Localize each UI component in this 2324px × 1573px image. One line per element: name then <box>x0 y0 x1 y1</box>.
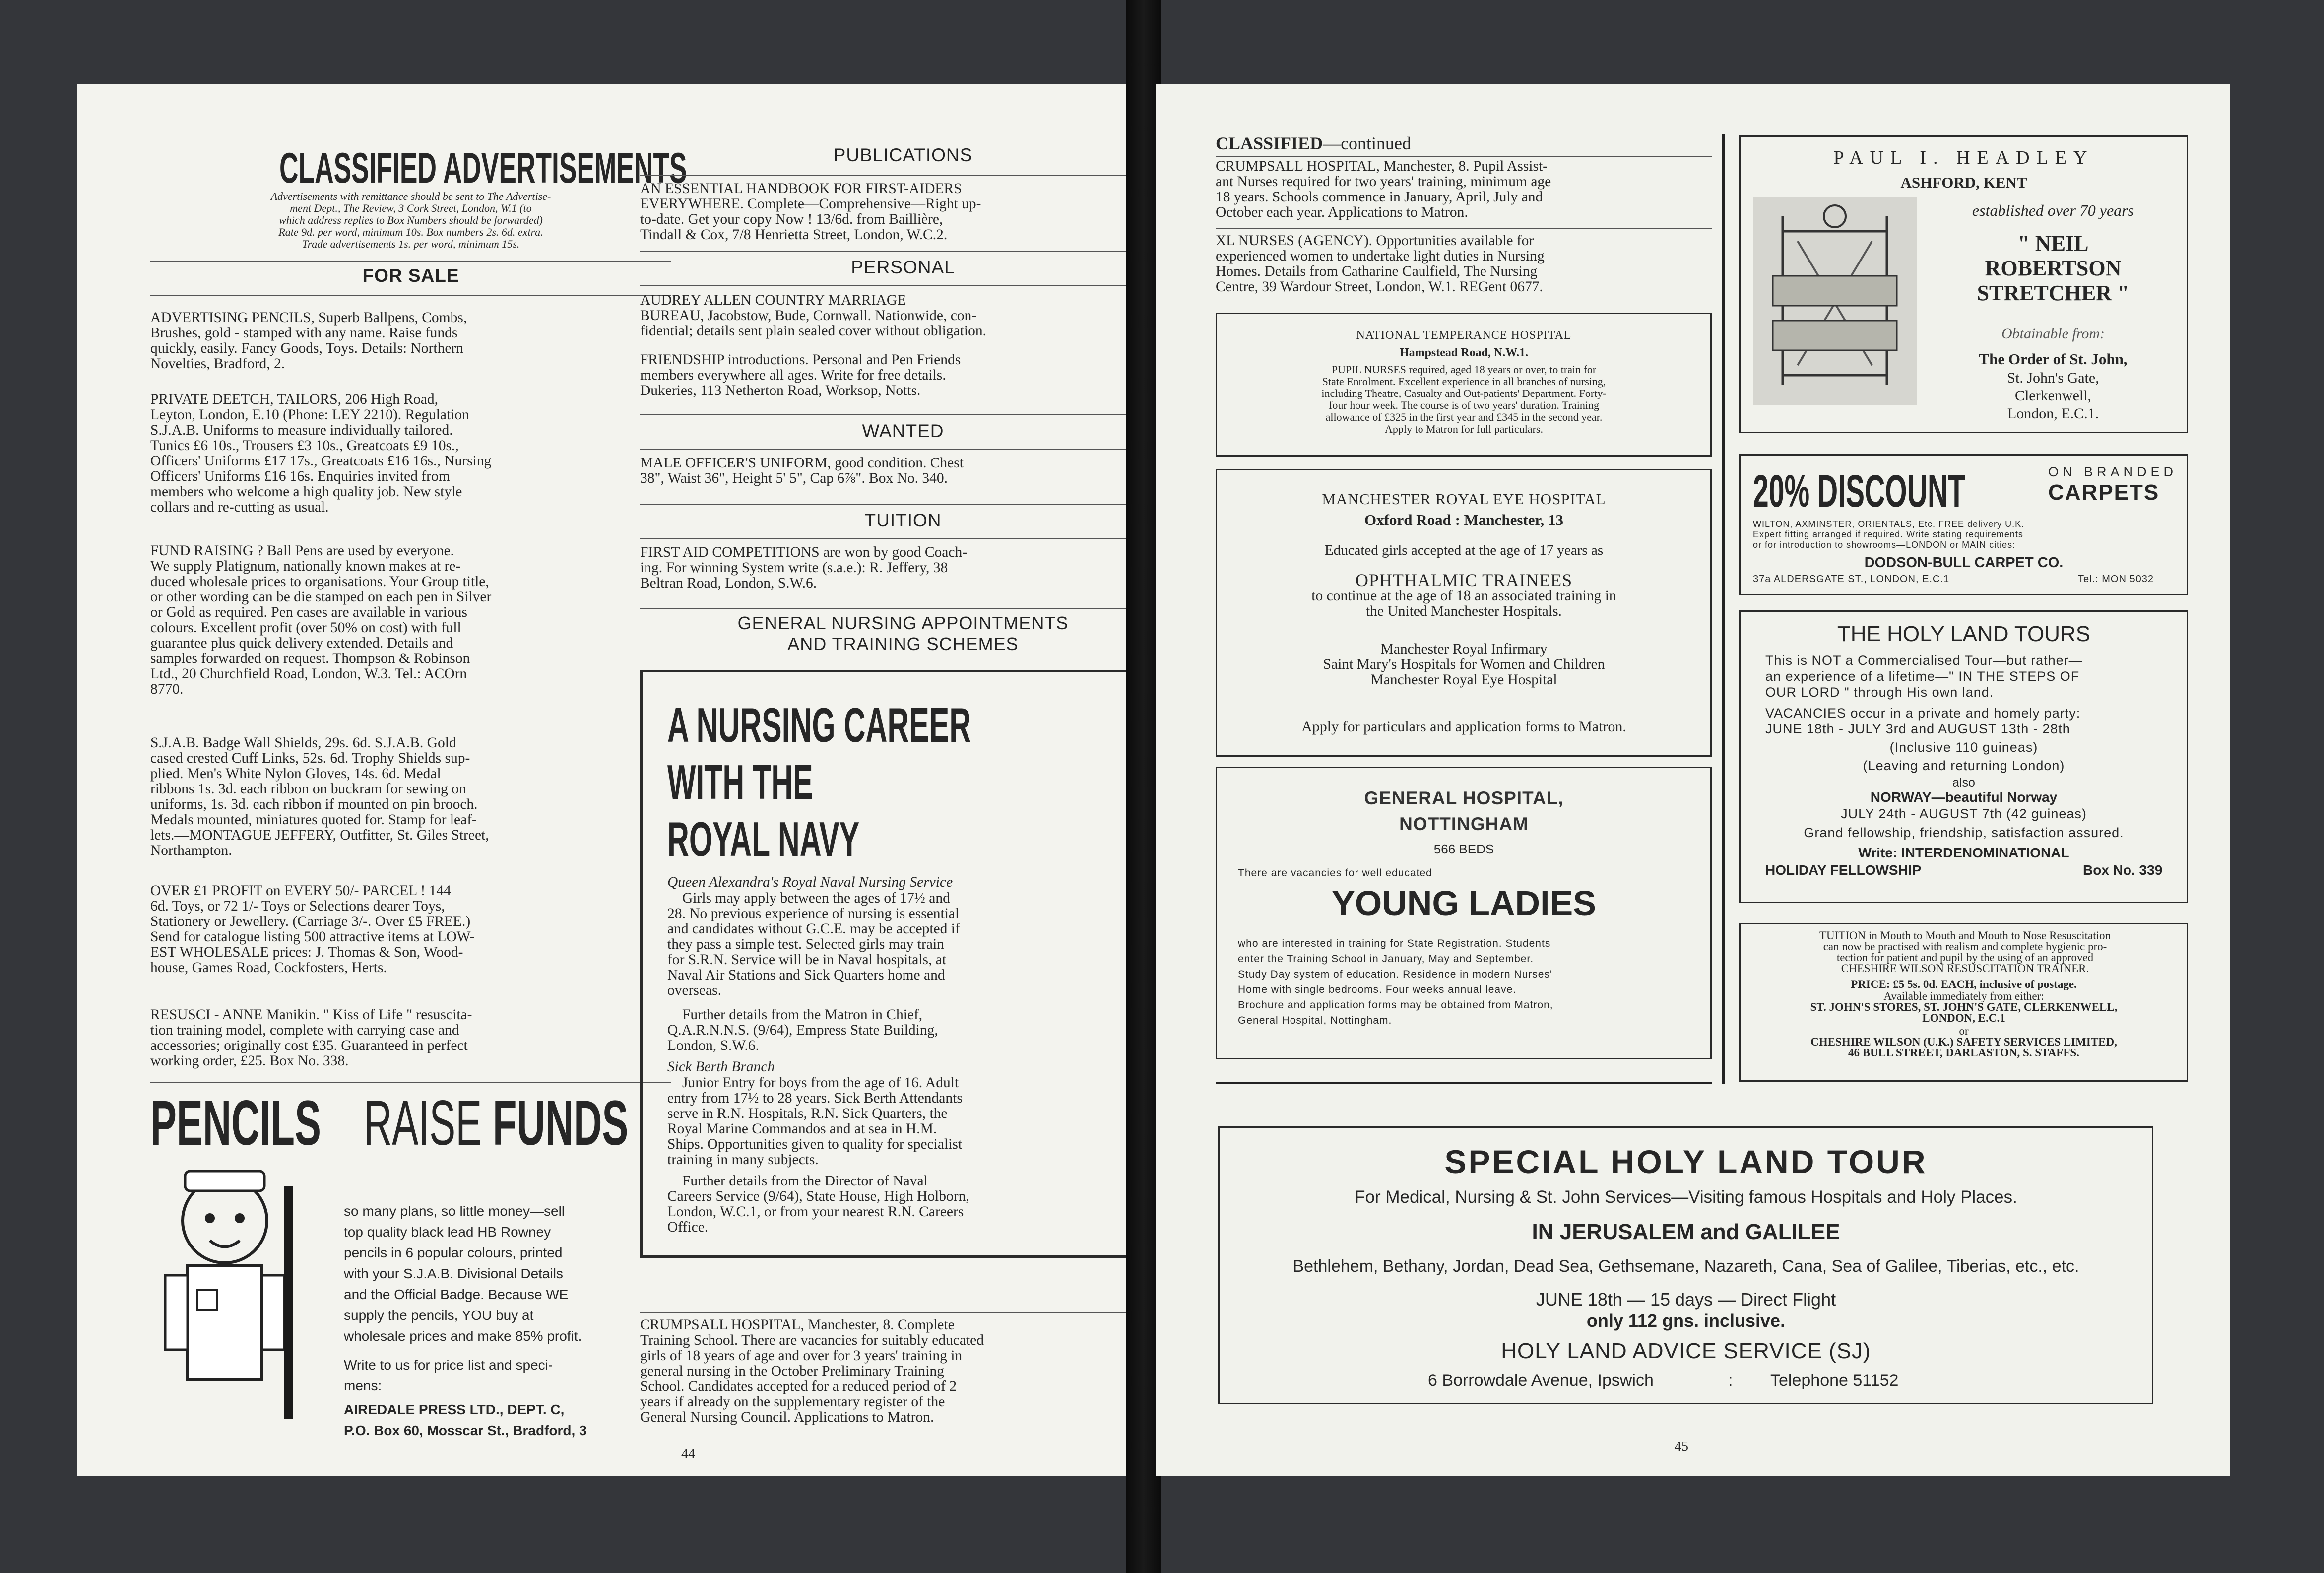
pencil-graphic <box>284 1186 293 1419</box>
carpets-discount-ad <box>1739 454 2188 595</box>
classified-title: CLASSIFIED ADVERTISEMENTS <box>279 144 687 192</box>
tours-vacancies: VACANCIES occur in a private and homely party: JUNE 18th - JULY 3rd and AUGUST 13th - 28th <box>1765 706 2081 736</box>
trainer-body: TUITION in Mouth to Mouth and Mouth to Nose Resuscitation can now be practised with realism and complete hygienic pro- tection for patient and pupil by the using of an approved CHESHIRE WILSON RESUSCITATION TRAINER. <box>1819 929 2111 975</box>
ad-crumpsall-pupil: CRUMPSALL HOSPITAL, Manchester, 8. Pupil Assist- ant Nurses required for two years' training, minimum age 18 years. Schools commence in January, April, July and October each year. Applications to Matron. <box>1216 158 1551 220</box>
notts-body: who are interested in training for State Registration. Students enter the Training School in January, May and September. Study Day system of education. Residence in modern Nurses' Home with single bedrooms. Four weeks annual leave. Brochure and application forms may be obtained from Matron, General Hospital, Nottingham. <box>1238 938 1553 1026</box>
special-colon: : <box>1728 1371 1733 1390</box>
tours-leaving: (Leaving and returning London) <box>1863 758 2065 773</box>
pencils-ad <box>150 1088 676 1454</box>
eye-address: Oxford Road : Manchester, 13 <box>1364 511 1563 528</box>
eye-trainees: OPHTHALMIC TRAINEES <box>1355 570 1573 590</box>
publications-heading: PUBLICATIONS <box>833 145 973 165</box>
resuscitation-trainer-ad <box>1739 923 2188 1082</box>
manchester-eye-hospital-ad <box>1216 469 1712 757</box>
special-date: JUNE 18th — 15 days — Direct Flight <box>1536 1289 1836 1310</box>
ad-first-aid-competitions: FIRST AID COMPETITIONS are won by good Coach- ing. For winning System write (s.a.e.): R. Jeffery, 38 Beltran Road, London, S.W.6. <box>640 544 968 591</box>
ad-friendship: FRIENDSHIP introductions. Personal and Pen Friends members everywhere all ages. Write for free details. Dukeries, 113 Netherton Road, Worksop, Notts. <box>640 352 961 398</box>
discount-body: WILTON, AXMINSTER, ORIENTALS, Etc. FREE delivery U.K. Expert fitting arranged if required. Write stating requirements or for introduction to showrooms—LONDON or MAIN cities: <box>1753 519 2025 550</box>
pencils-body: so many plans, so little money—sell top quality black lead HB Rowney pencils in 6 popular colours, printed with your S.J.A.B. Divisional Details and the Official Badge. Because WE supply the pencils, YOU buy at wholesale prices and make 85% profit. <box>344 1203 582 1344</box>
special-subtitle: For Medical, Nursing & St. John Services—Visiting famous Hospitals and Holy Places. <box>1355 1187 2017 1207</box>
temperance-title: NATIONAL TEMPERANCE HOSPITAL <box>1356 329 1572 342</box>
special-jerusalem: IN JERUSALEM and GALILEE <box>1532 1220 1840 1244</box>
eye-title: MANCHESTER ROYAL EYE HOSPITAL <box>1322 490 1606 508</box>
headley-address: St. John's Gate, Clerkenwell, London, E.C.1. <box>2007 370 2099 422</box>
notts-beds: 566 BEDS <box>1433 842 1494 856</box>
ad-crumpsall-complete: CRUMPSALL HOSPITAL, Manchester, 8. Complete Training School. There are vacancies for suitably educated girls of 18 years of age and over for 3 years' training in general nursing in the October Preliminary Training School. Candidates accepted for a reduced period of 2 years if already on the supplementary register of the General Nursing Council. Applications to Matron. <box>640 1317 984 1425</box>
discount-telephone: Tel.: MON 5032 <box>2078 574 2154 585</box>
headley-name: PAUL I. HEADLEY <box>1833 147 2094 168</box>
ad-male-officer-uniform: MALE OFFICER'S UNIFORM, good condition. Chest 38", Waist 36", Height 5' 5", Cap 6⅞". Box No. 340. <box>640 455 964 486</box>
general-nursing-heading: GENERAL NURSING APPOINTMENTS AND TRAINING SCHEMES <box>737 613 1069 654</box>
special-holy-land-tour-ad <box>1218 1126 2153 1404</box>
special-advice-service: HOLY LAND ADVICE SERVICE (SJ) <box>1501 1339 1871 1363</box>
pencils-title-a: PENCILS <box>150 1088 321 1159</box>
pencils-write: Write to us for price list and speci- mens: <box>344 1357 553 1393</box>
headley-location: ASHFORD, KENT <box>1900 174 2027 191</box>
ad-xl-nurses: XL NURSES (AGENCY). Opportunities available for experienced women to undertake light duties in Nursing Homes. Details from Catharine Caulfield, The Nursing Centre, 39 Wardour Street, London, W.1. REGent 0677. <box>1216 233 1545 295</box>
tours-write: Write: INTERDENOMINATIONAL <box>1858 845 2069 860</box>
royal-navy-ad <box>640 670 1131 1258</box>
trainer-or: or <box>1959 1025 1969 1037</box>
navy-line3: ROYAL NAVY <box>667 812 860 866</box>
page-number-45: 45 <box>1675 1439 1688 1454</box>
temperance-hospital-ad <box>1216 313 1712 457</box>
navy-qarnns: Queen Alexandra's Royal Naval Nursing Service <box>667 874 953 890</box>
special-price: only 112 gns. inclusive. <box>1586 1311 1786 1331</box>
tours-norway: NORWAY—beautiful Norway <box>1870 789 2058 805</box>
discount-headline: 20% DISCOUNT <box>1753 466 1965 517</box>
special-places: Bethlehem, Bethany, Jordan, Dead Sea, Gethsemane, Nazareth, Cana, Sea of Galilee, Tiberias, etc., etc. <box>1292 1257 2079 1276</box>
pencils-title-b: RAISE <box>364 1088 482 1159</box>
tours-also: also <box>1952 776 1975 789</box>
pencils-title-c: FUNDS <box>493 1088 629 1159</box>
for-sale-heading: FOR SALE <box>362 265 459 286</box>
right-page <box>1156 84 2230 1476</box>
tours-title: THE HOLY LAND TOURS <box>1837 622 2091 646</box>
left-page-column-2 <box>640 84 1131 1476</box>
discount-company: DODSON-BULL CARPET CO. <box>1864 555 2064 571</box>
discount-on-branded: ON BRANDED <box>2048 464 2178 479</box>
headley-obtainable: Obtainable from: <box>2001 326 2105 342</box>
stretcher-name: " NEIL ROBERTSON STRETCHER " <box>1977 231 2130 305</box>
ad-marriage-bureau: AUDREY ALLEN COUNTRY MARRIAGE BUREAU, Jacobstow, Bude, Cornwall. Nationwide, con- fidential; details sent plain sealed cover without obligation. <box>640 292 986 339</box>
ad-over-profit: OVER £1 PROFIT on EVERY 50/- PARCEL ! 144 6d. Toys, or 72 1/- Toys or Selections dearer Toys, Stationery or Jewellery. (Carriage 3/-. Over £5 FREE.) Send for catalogue listing 500 attractive items at LOW- EST WHOLESALE prices: J. Thomas & Son, Wood- house, Games Road, Cockfosters, Herts. <box>150 883 475 976</box>
navy-para1: Girls may apply between the ages of 17½ and 28. No previous experience of nursing is essential and candidates without G.C.E. may be accepted if they pass a simple test. Selected girls may train for S.R.N. Service will be in Naval hospitals, at Naval Air Stations and Sick Quarters home and overseas. <box>667 890 960 998</box>
notts-title: GENERAL HOSPITAL, NOTTINGHAM <box>1364 788 1564 834</box>
temperance-address: Hampstead Road, N.W.1. <box>1399 346 1529 359</box>
classified-intro: Advertisements with remittance should be sent to The Advertise- ment Dept., The Review, 3 Cork Street, London, W.1 (to which address replies to Box Numbers should be forwarded) Rate 9d. per word, minimum 10s. Box numbers 2s. 6d. extra. Trade advertisements 1s. per word, minimum 15s. <box>270 190 551 250</box>
trainer-price: PRICE: £5 5s. 0d. EACH, inclusive of postage. <box>1851 978 2077 990</box>
discount-address: 37a ALDERSGATE ST., LONDON, E.C.1 <box>1753 574 1950 585</box>
ad-first-aid-handbook: AN ESSENTIAL HANDBOOK FOR FIRST-AIDERS EVERYWHERE. Complete—Comprehensive—Right up- to-date. Get your copy Now ! 13/6d. from Baillière, Tindall & Cox, 7/8 Henrietta Street, London, W.C.2. <box>640 181 981 243</box>
trainer-available: Available immediately from either: <box>1883 990 2044 1002</box>
personal-heading: PERSONAL <box>851 257 955 277</box>
left-page <box>77 84 1131 1476</box>
navy-para2: Further details from the Matron in Chief, Q.A.R.N.N.S. (9/64), Empress State Building, London, S.W.6. <box>667 1007 938 1053</box>
tours-july: JULY 24th - AUGUST 7th (42 guineas) <box>1841 806 2087 821</box>
tours-holiday-fellowship: HOLIDAY FELLOWSHIP <box>1765 862 1922 878</box>
nottingham-hospital-ad <box>1216 767 1712 1059</box>
ad-resusci-anne: RESUSCI - ANNE Manikin. " Kiss of Life " resuscita- tion training model, complete with carrying case and accessories; originally cost £35. Guaranteed in perfect working order, £25. Box No. 338. <box>150 1007 472 1069</box>
vertical-divider <box>1722 134 1725 1084</box>
discount-carpets: CARPETS <box>2048 480 2160 505</box>
navy-para4: Further details from the Director of Naval Careers Service (9/64), State House, High Holborn, London, W.C.1, or from your nearest R.N. Careers Office. <box>667 1173 969 1235</box>
eye-apply: Apply for particulars and application forms to Matron. <box>1301 719 1626 735</box>
tours-box-number: Box No. 339 <box>2083 862 2163 878</box>
eye-accepted: Educated girls accepted at the age of 17 years as <box>1324 542 1604 558</box>
trainer-cheshire: CHESHIRE WILSON (U.K.) SAFETY SERVICES LIMITED, 46 BULL STREET, DARLASTON, S. STAFFS. <box>1810 1036 2117 1059</box>
navy-line2: WITH THE <box>667 755 813 809</box>
tours-inclusive: (Inclusive 110 guineas) <box>1889 740 2038 755</box>
column-divider <box>1216 1082 1712 1084</box>
headley-established: established over 70 years <box>1972 201 2134 219</box>
tours-fellowship-line: Grand fellowship, friendship, satisfaction assured. <box>1804 825 2124 840</box>
page-number-44: 44 <box>681 1446 695 1462</box>
ad-sjab-badges: S.J.A.B. Badge Wall Shields, 29s. 6d. S.J.A.B. Gold cased crested Cuff Links, 52s. 6d. Trophy Shields sup- plied. Men's White Nylon Gloves, 14s. 6d. Medal ribbons 1s. 3d. each ribbon on buckram for sewing on uniforms, 1s. 3d. each ribbon if mounted on pin brooch. Medals mounted, miniatures quoted for. Stamp for leaf- lets.—MONTAGUE JEFFERY, Outfitter, St. Giles Street, Northampton. <box>150 735 489 858</box>
notts-vacancies: There are vacancies for well educated <box>1238 867 1432 879</box>
trainer-stores: ST. JOHN'S STORES, ST. JOHN'S GATE, CLERKENWELL, LONDON, E.C.1 <box>1810 1001 2118 1024</box>
pencils-address: AIREDALE PRESS LTD., DEPT. C, P.O. Box 60, Mosscar St., Bradford, 3 <box>344 1402 587 1438</box>
special-title: SPECIAL HOLY LAND TOUR <box>1444 1143 1928 1180</box>
navy-sick-berth: Sick Berth Branch <box>667 1059 775 1075</box>
ad-private-deetch: PRIVATE DEETCH, TAILORS, 206 High Road, Leyton, London, E.10 (Phone: LEY 2210). Regulation S.J.A.B. Uniforms to measure individually tailored. Tunics £6 10s., Trousers £3 10s., Greatcoats £9 10s., Officers' Uniforms £17 17s., Greatcoats £16 16s., Nursing Officers' Uniforms £16 16s. Enquiries invited from members who welcome a high quality job. New style collars and re-cutting as usual. <box>150 392 492 515</box>
eye-hospitals: Manchester Royal Infirmary Saint Mary's Hospitals for Women and Children Manchester Royal Eye Hospital <box>1323 641 1605 688</box>
eye-continue: to continue at the age of 18 an associated training in the United Manchester Hospitals. <box>1311 588 1616 619</box>
wanted-heading: WANTED <box>862 421 944 441</box>
ad-advertising-pencils: ADVERTISING PENCILS, Superb Ballpens, Combs, Brushes, gold - stamped with any name. Raise funds quickly, easily. Fancy Goods, Toys. Details: Northern Novelties, Bradford, 2. <box>150 310 467 372</box>
navy-para3: Junior Entry for boys from the age of 16. Adult entry from 17½ to 28 years. Sick Berth Attendants serve in R.N. Hospitals, R.N. Sick Quarters, the Royal Marine Commandos and at sea in H.M. Ships. Opportunities given to quality for specialist training in many subjects. <box>667 1075 963 1168</box>
special-telephone: Telephone 51152 <box>1770 1371 1899 1390</box>
stretcher-illustration <box>1753 197 1917 405</box>
headley-order: The Order of St. John, <box>1979 350 2128 368</box>
classified-continued: CLASSIFIED—continued <box>1216 133 1412 153</box>
holy-land-tours-ad <box>1739 610 2188 903</box>
notts-young-ladies: YOUNG LADIES <box>1332 884 1596 922</box>
tuition-heading: TUITION <box>864 510 942 530</box>
pencil-boy-illustration <box>150 1161 299 1459</box>
navy-line1: A NURSING CAREER <box>667 698 971 752</box>
tours-intro: This is NOT a Commercialised Tour—but rather— an experience of a lifetime—" IN THE STEPS OF OUR LORD " through His own land. <box>1765 653 2083 700</box>
headley-stretcher-ad <box>1739 135 2188 433</box>
special-address: 6 Borrowdale Avenue, Ipswich <box>1428 1371 1654 1390</box>
ad-fund-raising: FUND RAISING ? Ball Pens are used by everyone. We supply Platignum, nationally known makes at re- duced wholesale prices to organisations. Your Group title, or other wording can be die stamped on each pen in Silver or Gold as required. Pen cases are available in various colours. Excellent profit (over 50% on cost) with full guarantee plus quick delivery extended. Details and samples forwarded on request. Thompson & Robinson Ltd., 20 Churchfield Road, London, W.3. Tel.: ACOrn 8770. <box>150 543 492 697</box>
temperance-body: PUPIL NURSES required, aged 18 years or over, to train for State Enrolment. Excellent experience in all branches of nursing, including Theatre, Casualty and Out-patients' Department. Forty- four hour week. The course is of two years' duration. Training allowance of £325 in the first year and £345 in the second year. Apply to Matron for full particulars. <box>1321 363 1607 435</box>
